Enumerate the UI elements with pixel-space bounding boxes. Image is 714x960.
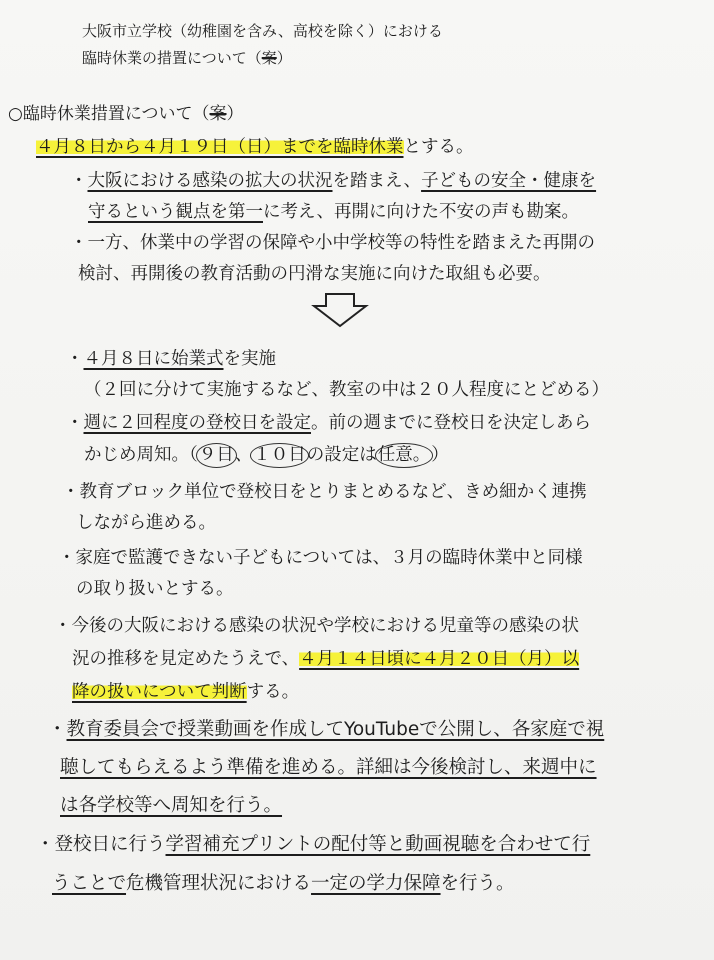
header-title-text: 臨時休業の措置について（ (82, 49, 262, 67)
measure-item-5-line1: ・今後の大阪における感染の状況や学校における児童等の感染の状 (54, 616, 579, 636)
school-day-text: ・登校日に行う (36, 834, 166, 855)
header-draft-mark: 案 (261, 49, 277, 67)
measure-item-7-line1 (36, 836, 590, 855)
measure-item-5-line3 (72, 684, 299, 702)
circled-date-9: ９日 (196, 443, 237, 468)
reason-bullet-1-line1 (70, 173, 596, 191)
decision-highlight: 降の扱いについて判断 (72, 682, 247, 702)
measure-item-5-line2 (72, 651, 579, 669)
measure-item-4-line2: の取り扱いとする。 (76, 579, 234, 599)
comma-text: 、 (234, 445, 253, 465)
closure-period-highlight: ４月８日から４月１９日（日）までを臨時休業 (36, 137, 404, 157)
measure-item-1-line1 (66, 351, 276, 369)
reason-1-mid: を踏まえ、 (332, 171, 422, 191)
circled-optional: 任意。 (375, 443, 434, 468)
measure-item-3-line2: しながら進める。 (76, 513, 216, 533)
setting-text: の設定は (306, 445, 377, 465)
measure-item-2-line1 (66, 415, 591, 433)
measure-item-4-line1: ・家庭で監護できない子どもについては、３月の臨時休業中と同様 (58, 548, 583, 568)
school-days-rest: 。前の週までに登校日を決定しあら (311, 413, 591, 433)
close-paren: ） (431, 445, 449, 465)
closure-period-statement (36, 139, 474, 157)
bullet-mark: ・ (66, 349, 84, 369)
measure-item-6-line3 (60, 797, 282, 816)
details-underlined: 詳細は今後検討し、来週中に (356, 757, 597, 778)
learning-guarantee-underlined: 一定の学力保障 (311, 873, 441, 894)
crisis-text: 危機管理状況における (126, 873, 312, 894)
video-plan-underlined: 教育委員会で授業動画を作成してYouTubeで公開し、各家庭で視 (66, 719, 605, 740)
opening-ceremony-underlined: ４月８日に始業式 (83, 349, 224, 369)
section-title-text: ○臨時休業措置について（ (8, 104, 210, 124)
bullet-mark: ・ (66, 413, 84, 433)
circled-date-10: １０日 (250, 443, 309, 468)
reason-1-underlined-a: 大阪における感染の拡大の状況 (87, 171, 333, 191)
section-draft-mark: 案 (209, 104, 227, 124)
measure-item-6-line2 (60, 759, 597, 778)
notice-text: かじめ周知。（ (84, 445, 198, 465)
notify-schools-underlined: は各学校等へ周知を行う。 (60, 795, 283, 816)
reason-bullet-2-line2: 検討、再開後の教育活動の円滑な実施に向けた取組も必要。 (78, 264, 551, 284)
print-video-underlined: 学習補充プリントの配付等と動画視聴を合わせて行 (165, 834, 591, 855)
down-arrow-icon (310, 292, 370, 328)
bullet-mark: ・ (70, 171, 88, 191)
measure-item-6-line1 (48, 721, 604, 740)
reason-bullet-2-line1: ・一方、休業中の学習の保障や小中学校等の特性を踏まえた再開の (70, 233, 595, 253)
measure-item-3-line1: ・教育ブロック単位で登校日をとりまとめるなど、きめ細かく連携 (62, 482, 587, 502)
doc-header-line2 (82, 51, 292, 66)
reason-1-rest: に考え、再開に向けた不安の声も勘案。 (263, 202, 580, 222)
header-close-paren: ） (276, 49, 292, 67)
decision-rest: する。 (246, 682, 300, 702)
final-text: を行う。 (440, 873, 515, 894)
by-doing-underlined: うことで (52, 873, 127, 894)
school-days-underlined: 週に２回程度の登校日を設定 (83, 413, 311, 433)
opening-ceremony-rest: を実施 (223, 349, 276, 369)
measure-item-2-line2 (84, 447, 449, 465)
bullet-mark: ・ (48, 719, 67, 740)
video-prep-underlined: 聴してもらえるよう準備を進める。 (60, 757, 357, 778)
closure-period-rest: とする。 (403, 137, 474, 157)
reason-bullet-1-line2 (88, 204, 579, 222)
section-title (8, 106, 244, 123)
doc-header-line1: 大阪市立学校（幼稚園を含み、高校を除く）における (82, 22, 443, 40)
trend-text: 況の推移を見定めたうえで、 (72, 649, 300, 669)
decision-date-highlight: ４月１４日頃に４月２０日（月）以 (299, 649, 580, 669)
measure-item-1-line2: （２回に分けて実施するなど、教室の中は２０人程度にとどめる） (84, 380, 609, 400)
reason-1-underlined-b: 子どもの安全・健康を (421, 171, 597, 191)
section-close-paren: ） (226, 104, 244, 124)
measure-item-7-line2 (52, 875, 515, 894)
reason-1-underlined-c: 守るという観点を第一 (88, 202, 263, 222)
